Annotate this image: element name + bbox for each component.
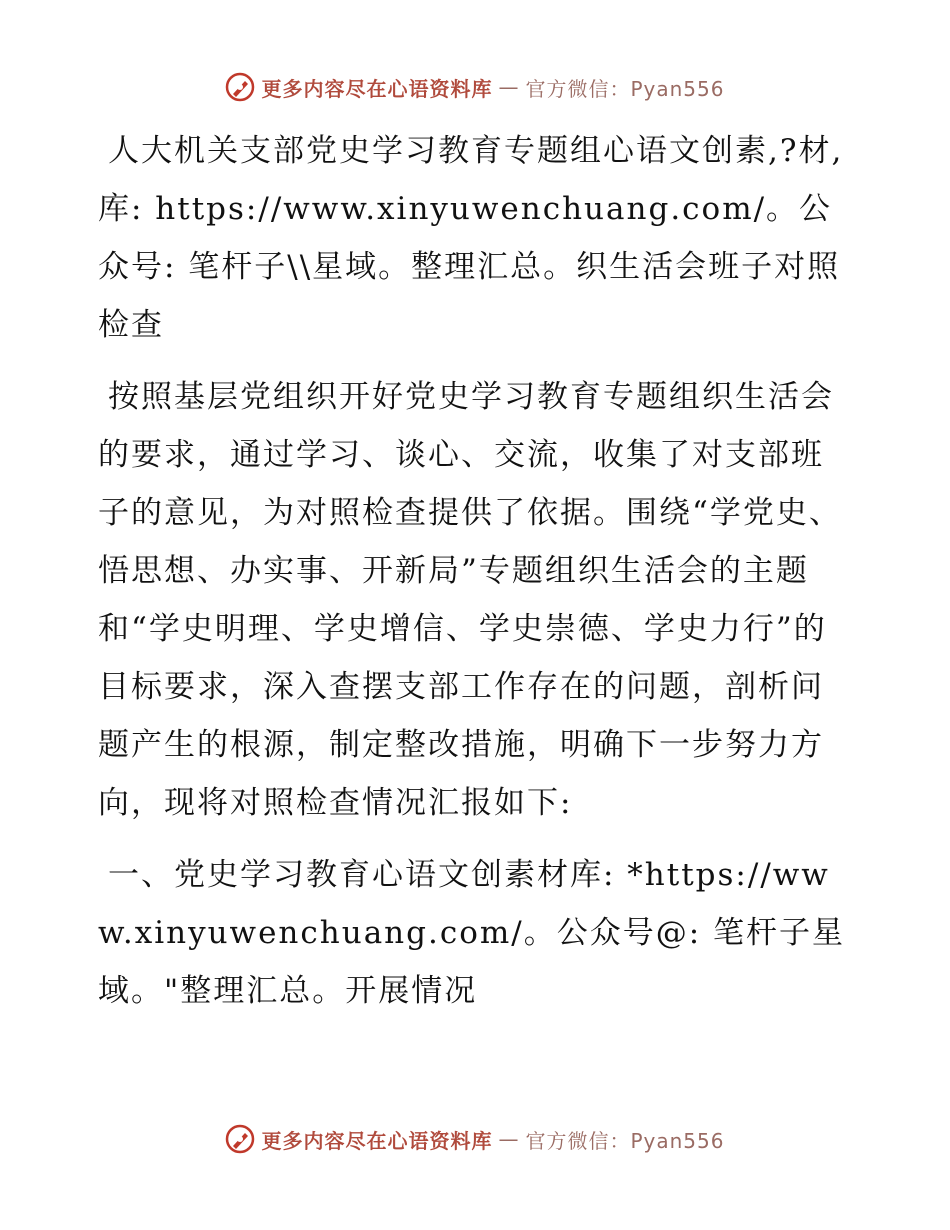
paragraph-title: 人大机关支部党史学习教育专题组心语文创素,?材,库: https://www.xinyuwenchuang.com/。公众号: 笔杆子\\星域。整理汇总。织生活会班子对照检查 xyxy=(98,133,844,343)
banner-wechat-text: 官方微信：Pyan556 xyxy=(525,76,725,101)
banner-separator: — xyxy=(498,75,520,99)
banner-wechat-text: 官方微信：Pyan556 xyxy=(525,1128,725,1153)
banner-separator: — xyxy=(498,1127,520,1151)
red-pen-circle-icon xyxy=(225,72,255,102)
banner-promo-text: 更多内容尽在心语资料库 xyxy=(261,76,493,101)
banner-promo-text: 更多内容尽在心语资料库 xyxy=(261,1128,493,1153)
red-pen-circle-icon xyxy=(225,1124,255,1154)
paragraph-section-one: 一、党史学习教育心语文创素材库: *https://www.xinyuwenchuang.com/。公众号@: 笔杆子星域。"整理汇总。开展情况 xyxy=(98,857,845,1009)
document-body xyxy=(98,122,850,1024)
footer-watermark-banner xyxy=(0,1124,950,1154)
paragraph-intro: 按照基层党组织开好党史学习教育专题组织生活会的要求，通过学习、谈心、交流，收集了对支部班子的意见，为对照检查提供了依据。围绕“学党史、悟思想、办实事、开新局”专题组织生活会的主题和“学史明理、学史增信、学史崇德、学史力行”的目标要求，深入查摆支部工作存在的问题，剖析问题产生的根源，制定整改措施，明确下一步努力方向，现将对照检查情况汇报如下: xyxy=(98,379,842,821)
header-watermark-banner xyxy=(0,72,950,102)
